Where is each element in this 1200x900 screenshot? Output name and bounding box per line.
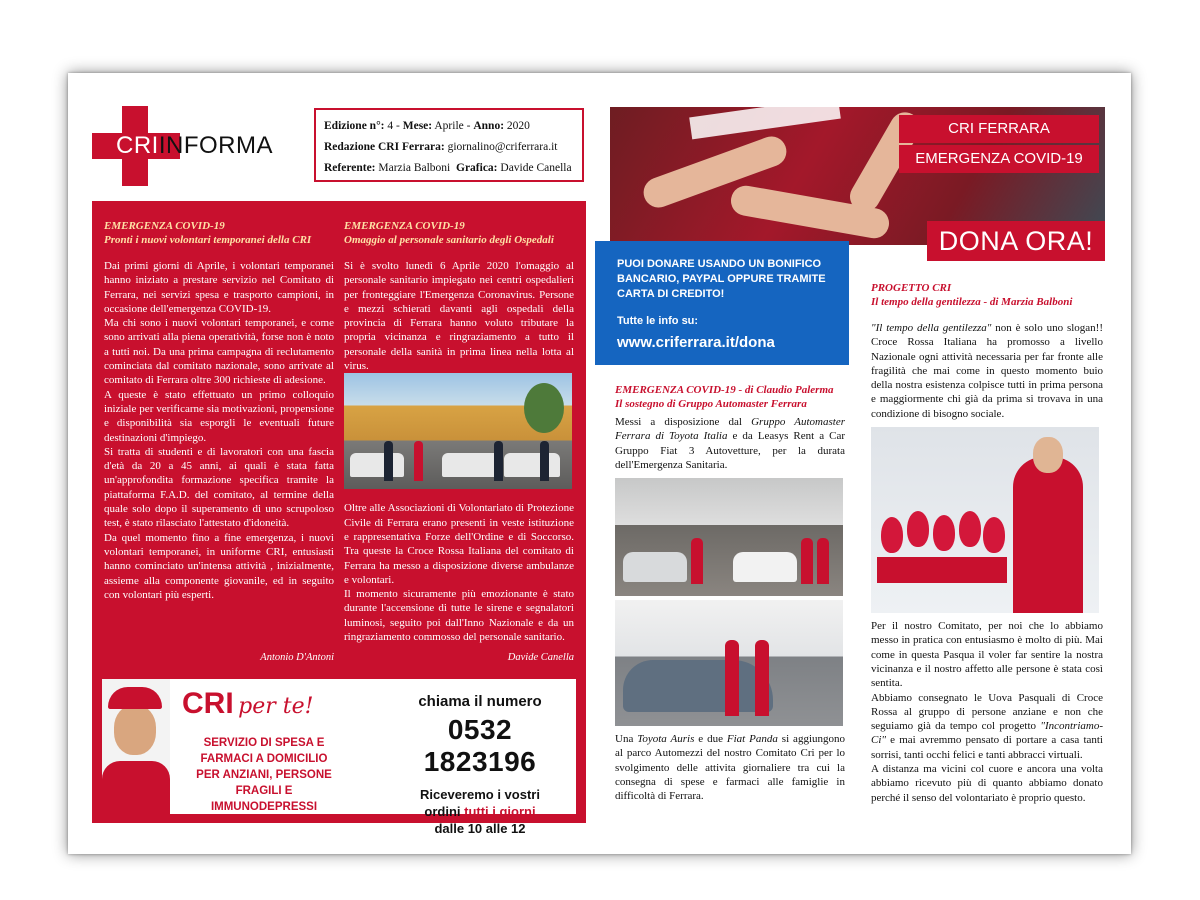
redazione-email[interactable]: giornalino@criferrara.it [447, 141, 558, 153]
service-line: SERVIZIO DI SPESA E [203, 737, 325, 749]
redazione-line [324, 137, 574, 158]
person-shape [801, 538, 813, 584]
service-line: FARMACI A DOMICILIO [200, 753, 328, 765]
edition-label: Edizione n°: [324, 120, 385, 132]
paragraph: Per il nostro Comitato, per noi che lo abbiamo messo in pratica con entusiasmo è molto di più. Mai come in questa Pasqua il voler far sentire la nostra vicinanza e il nostro affetto alle persone è stata così sentita. [871, 620, 1103, 690]
hours-text: ordini [424, 804, 465, 819]
call-label: chiama il numero [418, 693, 542, 710]
phone-number[interactable]: 0532 1823196 [423, 714, 537, 777]
donate-link[interactable]: www.criferrara.it/dona [617, 334, 775, 351]
article-headline: Pronti i nuovi volontari temporanei della CRI [104, 234, 312, 246]
article-body [104, 259, 334, 602]
ad-call-block [390, 693, 570, 837]
edition-value: 4 [387, 120, 394, 132]
vest-strap-shape [689, 97, 841, 140]
service-line: PER ANZIANI, PERSONE [196, 769, 332, 781]
paragraph: Da quel momento fino a fine emergenza, i nuovi volontari temporanei, in uniforme CRI, entusiasti hanno cominciato un'intensa attività , inizialmente, assieme alla componente giovanile, ed in seguito con volontari più esperti. [104, 531, 334, 601]
toyota-auris-photo [615, 600, 843, 726]
text-run: e due [694, 733, 727, 746]
article-body [615, 415, 845, 472]
paragraph: A queste è stato effettuato un primo colloquio iniziale per verificarne sia motivazioni, propensione e disponibilità sia esporgli le eventuali future destinazioni d'impiego. [104, 388, 334, 444]
paragraph: Il momento sicuramente più emozionante è stato durante l'accensione di tutte le sirene e segnalatori luminosi, seguito poi dall'Inno Nazionale e da un ringraziamento commosso del personale sanitario. [344, 588, 574, 644]
person-shape [540, 441, 549, 481]
paragraph: Oltre alle Associazioni di Volontariato di Protezione Civile di Ferrara erano presenti in veste istituzione e rappresentativa Forze dell'Ordine e di Soccorso. Tra queste la Croce Rossa Italiana del comitato di Ferrara ha messo a disposizione diverse ambulanze e volontari. [344, 502, 574, 586]
text-run: non è solo uno slogan!! Croce Rossa Italiana ha promosso a livello Nazionale ogni attività necessaria per far fronte alle fragilità che mai come in questo momento buio della nostra esistenza colpisce tutti in prima persona e maggiormente chi già da prima si trovava in una condizione di bisogno sociale. [871, 322, 1103, 420]
dona-ora-button[interactable]: DONA ORA! [927, 221, 1105, 261]
car-shape [504, 453, 560, 477]
paragraph: Si tratta di studenti e di lavoratori con una fascia d'età da 20 a 45 anni, ai quali è stata fatta un'approfondita formazione specifica tramite la piattaforma F.A.D. del comitato, al termine della quale solo dopo il superamento di uno scrupoloso test, è stato rilasciato l'attestato d'idoneità. [104, 445, 334, 530]
donate-info-label: Tutte le info su: [617, 315, 699, 327]
article-gentilezza [871, 281, 1103, 805]
egg-shape [881, 517, 903, 553]
article-headline: Omaggio al personale sanitario degli Ospedali [344, 234, 554, 246]
text-run: Messi a disposizione dal [615, 416, 752, 428]
car-shape [623, 552, 687, 582]
article-volontari [104, 219, 334, 602]
year-value: 2020 [506, 120, 530, 132]
article-kicker: EMERGENZA COVID-19 [104, 220, 225, 232]
cap-shape [108, 687, 162, 709]
text-run-italic: "Incontriamo-Ci" [871, 720, 1103, 747]
text-run: si aggiungono al parco Automezzi del nostro Comitato Cri per lo svolgimento delle attivita giornaliere tra cui la consegna di spese e farmaci alle famiglie in difficoltà di Ferrara. [615, 733, 845, 803]
egg-shape [907, 511, 929, 547]
egg-shape [959, 511, 981, 547]
hero-tag-emergenza: EMERGENZA COVID-19 [899, 145, 1099, 173]
person-shape [691, 538, 703, 584]
cri-per-te-ad [102, 679, 576, 836]
paragraph: Dai primi giorni di Aprile, i volontari temporanei hanno iniziato a prestare servizio nel Comitato di Ferrara, nei servizi spesa e trasporto campioni, in occasione dell'emergenza COVID-19. [104, 260, 334, 315]
donate-methods: PUOI DONARE USANDO UN BONIFICO BANCARIO, PAYPAL OPPURE TRAMITE CARTA DI CREDITO! [617, 258, 826, 300]
hours-line: Riceveremo i vostri [420, 787, 540, 802]
ad-title [182, 687, 313, 721]
paragraph: Ma chi sono i nuovi volontari temporanei, e come sono arrivati alla piena operatività, forse non è noto a tutti noi. Da una prima campagna di reclutamento cominciata dal comitato nazionale, sono arrivate al comitato di Ferrara oltre 300 richieste di adesione. [104, 317, 334, 387]
car-shape [623, 660, 773, 712]
service-line: FRAGILI E [235, 785, 293, 797]
article-headline: Il tempo della gentilezza - di Marzia Balboni [871, 296, 1073, 308]
paragraph: Si è svolto lunedì 6 Aprile 2020 l'omaggio al personale sanitario impiegato nei centri ospedalieri per fronteggiare l'Emergenza Coronavirus. Persone e mezzi schierati davanti agli ospedali della provincia di Ferrara hanno voluto tributare la propria vicinanza e ringraziamento a tutto il personale della sanità in prima linea nella lotta al virus. [344, 260, 574, 373]
tree-shape [524, 383, 564, 433]
logo-title [116, 133, 273, 159]
article-kicker: PROGETTO CRI [871, 282, 952, 294]
ad-per-te: per te! [238, 694, 314, 719]
grafica-label: Grafica: [456, 162, 498, 174]
article-headline: Il sostegno di Gruppo Automaster Ferrara [615, 398, 807, 410]
newsletter-spread [68, 73, 1131, 854]
crinforma-logo [92, 106, 292, 186]
person-shape [817, 538, 829, 584]
text-run-italic: Fiat Panda [726, 733, 778, 746]
person-shape [755, 640, 769, 716]
text-run: e mai avremmo pensato di portare a casa tanti sorrisi, tanti occhi felici e tanti abbracci virtuali. [871, 734, 1103, 761]
paragraph: A distanza ma vicini col cuore e ancora una volta abbiamo ricevuto più di quanto abbiamo donato perché il senso del volontariato è proprio questo. [871, 763, 1103, 804]
person-shape [414, 441, 423, 481]
easter-eggs-photo [871, 427, 1099, 613]
car-shape [733, 552, 797, 582]
car-shape [442, 453, 502, 477]
logo-cri: CRI [116, 132, 159, 159]
article-kicker: EMERGENZA COVID-19 - di Claudio Palerma [615, 384, 834, 396]
grafica-value: Davide Canella [500, 162, 572, 174]
referente-label: Referente: [324, 162, 376, 174]
face-shape [114, 705, 156, 755]
left-red-panel [92, 201, 586, 836]
month-label: Mese: [402, 120, 433, 132]
article-automaster [615, 383, 845, 804]
article-body [871, 619, 1103, 805]
egg-shape [933, 515, 955, 551]
ad-hours [390, 786, 570, 837]
referente-value: Marzia Balboni [378, 162, 451, 174]
car-shape [350, 453, 404, 477]
ad-cri: CRI [182, 687, 234, 720]
article-body [615, 732, 845, 803]
article-kicker: EMERGENZA COVID-19 [344, 220, 465, 232]
egg-shape [983, 517, 1005, 553]
credits-line [324, 158, 574, 179]
text-run: Abbiamo consegnato le Uova Pasquali di Croce Rossa al gruppo di persone anziane e non che seguiamo già da tempo col progetto [871, 691, 1103, 733]
hours-line: dalle 10 alle 12 [434, 821, 526, 836]
hero-tag-cri-ferrara: CRI FERRARA [899, 115, 1099, 143]
hours-line [390, 803, 570, 820]
article-byline: Antonio D'Antoni [260, 652, 334, 663]
logo-informa: INFORMA [158, 132, 274, 159]
ad-service-text [180, 735, 348, 815]
article-byline: Davide Canella [507, 652, 574, 663]
street-ceremony-photo [344, 373, 572, 489]
donate-info-box [595, 241, 849, 365]
text-run-italic: "Il tempo della gentilezza" [871, 322, 992, 334]
person-shape [384, 441, 393, 481]
shirt-shape [102, 761, 170, 821]
article-body [871, 321, 1103, 421]
edition-info-box [314, 108, 584, 182]
service-line: IMMUNODEPRESSI [210, 801, 318, 813]
crate-shape [877, 557, 1007, 583]
text-run-italic: Toyota Auris [637, 733, 695, 746]
redazione-label: Redazione CRI Ferrara: [324, 141, 445, 153]
volunteer-shape [1013, 457, 1083, 613]
month-value: Aprile [434, 120, 464, 132]
person-shape [725, 640, 739, 716]
volunteer-photo [102, 679, 170, 814]
person-shape [494, 441, 503, 481]
year-label: Anno: [473, 120, 505, 132]
head-shape [1033, 437, 1063, 473]
cars-photo [615, 478, 843, 596]
hours-highlight: tutti i giorni [464, 804, 536, 819]
text-run-italic: Gruppo Automaster Ferrara di Toyota Italia [615, 416, 845, 443]
paragraph [871, 691, 1103, 762]
edition-line: Edizione n°: 4 - Mese: Aprile - Anno: 2020 [324, 120, 530, 132]
text-run: e da Leasys Rent a Car Gruppo Fiat 3 Autovetture, per la durata dell'Emergenza Sanitaria. [615, 430, 845, 471]
text-run: Una [615, 733, 638, 746]
